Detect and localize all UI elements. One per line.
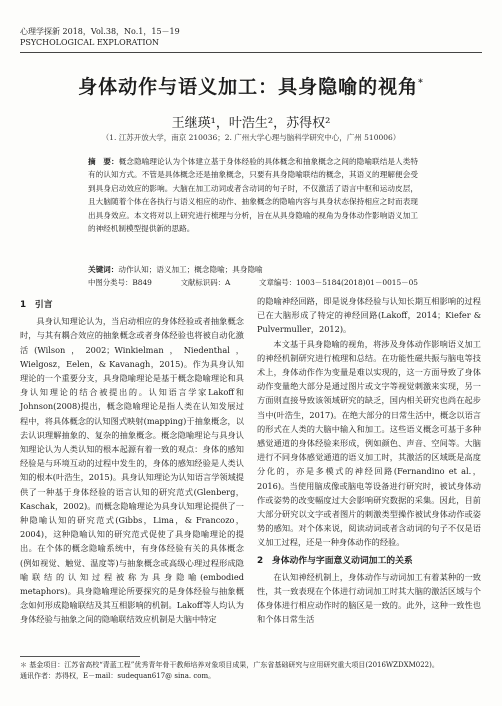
corresponding-author: 通讯作者：苏得权，E－mail：sudequan617@ sina. com。 [20, 672, 216, 680]
article-affiliation: （1. 江苏开放大学，南京 210036；2. 广州大学心理与脑科学研究中心，广州 510006） [101, 133, 401, 142]
section-heading-2: 2 身体动作与字面意义动词加工的关系 [257, 555, 413, 566]
article-authors: 王继瑛¹，叶浩生²，苏得权² [171, 116, 331, 131]
clc-number: 中图分类号：B849 [88, 278, 152, 287]
keywords-text: 动作认知；语义加工；概念隐喻；具身隐喻 [118, 265, 263, 274]
journal-header [20, 26, 180, 48]
header-rule [20, 52, 482, 53]
article-title [0, 72, 502, 99]
body-paragraph: 在认知神经机制上，身体动作与动词加工有着某种的一致性，其一致表现在个体进行动词加工时其大脑的激活区域与个体身体进行相应动作时的脑区是一致的。此外，这种一致性也和个体日常生活 [257, 571, 481, 625]
left-column [20, 294, 244, 627]
abstract-label: 摘 要： [88, 157, 119, 166]
journal-info: 心理学探新 2018，Vol.38，No.1，15－19 [20, 27, 180, 36]
right-column [257, 294, 481, 627]
body-paragraph: 具身认知理论认为，当启动相应的身体经验或者抽象概念时，与其有耦合效应的抽象概念或者身体经验也将被自动化激活(Wilson，2002；Winkielman，Niedenthal，Wielgosz，Eelen，& Kavanagh，2015)。作为具身认知理论的一个重要分支，具身隐喻理论是基于概念隐喻理论和具身认知理论的结合被提出的。认知语言学家Lakoff和Johnson(2008)提出，概念隐喻理论是指人类在认知发展过程中，将具体概念的认知图式映射(mapping)于抽象概念，以去认识理解抽象的、复杂的抽象概念。概念隐喻理论与具身认知理论认为人类认知的根本起源有着一致的观点：身体的感知经验是与环境互动的过程中发生的，身体的感知经验是人类认知的根本(叶浩生，2015)。具身认知理论为认知语言学领域提供了一种基于身体经验的语言认知的研究范式(Glenberg，Kaschak，2002)。而概念隐喻理论为具身认知理论提供了一种隐喻认知的研究范式(Gibbs，Lima，& Francozo，2004)，这种隐喻认知的研究范式促使了具身隐喻理论的提出。在个体的概念隐喻系统中，有身体经验有关的具体概念(例如视觉、触觉、温度等)与抽象概念或高级心理过程形成隐喻联结的认知过程被称为具身隐喻(embodied metaphors)。具身隐喻理论所要探究的是身体经验与抽象概念如何形成隐喻联结及其互相影响的机制。Lakoff等人均认为身体经验与抽象之间的隐喻联结效应机制是大脑中特定 [20, 316, 244, 625]
body-paragraph: 本文基于具身隐喻的视角，将涉及身体动作影响语义加工的神经机制研究进行梳理和总结。在功能性磁共振与脑电等技术上，身体动作作为变量是难以实现的，这一方面导致了身体动作变量绝大部分是通过图片或文字等视觉刺激来实现，另一方面则直接导致该领域研究的缺乏，国内相关研究也尚在起步当中(叶浩生，2017)。在绝大部分的日常生活中，概念以语言的形式在人类的大脑中输入和加工。这些语义概念可基于多种感觉通道的身体经验来形成，例如颜色、声音、空间等。大脑进行不同身体感觉通道的语义加工时，其激活的区域既是高度分化的，亦是多模式的神经回路(Fernandino et al.，2016)。当使用脑成像或脑电等设备进行研究时，被试身体动作或姿势的改变幅度过大会影响研究数据的采集。因此，目前大部分研究以文字或者图片的刺激类型操作被试身体动作或姿势的感知。对个体来说，阅读动词或者含动词的句子不仅是语义加工过程，还是一种身体动作的经验。 [257, 338, 481, 548]
article-meta [88, 277, 418, 288]
body-paragraph: 的隐喻神经回路，即是说身体经验与认知长期互相影响的过程已在大脑形成了特定的神经回路(Lakoff，2014；Kiefer & Pulvermuller，2012)。 [257, 296, 481, 335]
article-number: 文章编号：1003－5184(2018)01－0015－05 [259, 278, 418, 287]
title-footnote-mark: * [418, 78, 424, 89]
journal-name-en: PSYCHOLOGICAL EXPLORATION [20, 38, 160, 47]
footnote [20, 660, 439, 682]
abstract [88, 155, 418, 235]
article-title-text: 身体动作与语义加工：具身隐喻的视角 [78, 76, 419, 98]
document-code: 文献标识码：A [180, 278, 231, 287]
keywords [88, 264, 263, 275]
section-heading-intro: 1 引言 [20, 300, 53, 310]
abstract-text: 概念隐喻理论认为个体建立基于身体经验的具体概念和抽象概念之间的隐喻联结是人类特有的认知方式。不管是具体概念还是抽象概念，只要有具身隐喻联结的概念，其语义的理解便会受到具身启动效应的影响。大脑在加工动词或者含动词的句子时，不仅激活了语言中枢和运动皮层，且大脑随着个体在各执行与语义相应的动作、抽象概念的隐喻内容与具身状态保持相应之时而表现出具身效应。本文将对以上研究进行梳理与分析，旨在从具身隐喻的视角为身体动作影响语义加工的神经机制模型提供新的思路。 [88, 157, 419, 234]
keywords-label: 关键词： [88, 265, 119, 274]
fund-note: ＊ 基金项目：江苏省高校“青蓝工程”优秀青年骨干教师培养对象项目成果，广东省基础研究与应用研究重大项目(2016WZDXM022)。 [20, 661, 439, 669]
footnote-rule [20, 656, 140, 657]
